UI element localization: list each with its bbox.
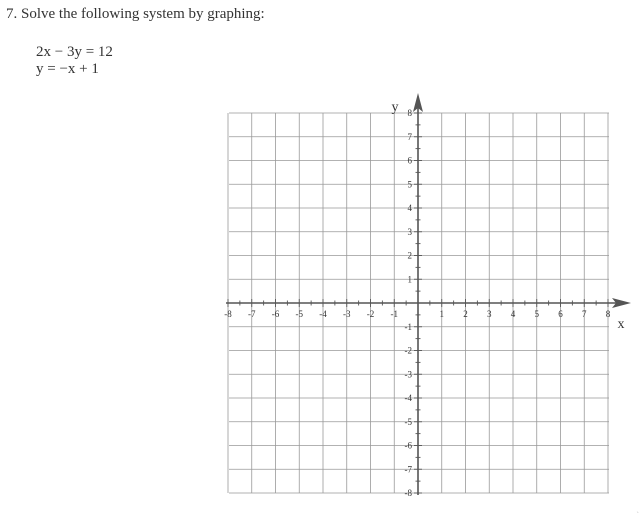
x-tick-label: 7	[582, 309, 587, 319]
y-tick-label: -7	[404, 464, 412, 475]
x-tick-label: 4	[510, 309, 516, 319]
x-tick-label: -2	[366, 309, 375, 319]
y-tick-label: 4	[407, 203, 412, 213]
y-tick-label: -1	[404, 321, 412, 332]
x-tick-label: -1	[390, 309, 398, 319]
y-tick-label: -3	[404, 369, 412, 380]
equation-1: 2x − 3y = 12	[36, 44, 113, 60]
y-tick-label: 6	[407, 155, 412, 166]
x-tick-label: -7	[248, 309, 256, 319]
x-tick-label: -3	[343, 309, 351, 319]
x-tick-label: -5	[295, 309, 303, 319]
y-tick-label: 7	[407, 131, 412, 142]
x-tick-label: 2	[463, 309, 468, 319]
y-tick-label: 3	[407, 226, 412, 237]
x-tick-label: 1	[439, 309, 444, 319]
x-tick-label: -6	[271, 309, 280, 319]
equation-2: y = −x + 1	[36, 61, 99, 77]
y-tick-label: -8	[404, 488, 412, 498]
axes	[226, 93, 631, 495]
x-tick-label: 8	[605, 309, 611, 319]
y-tick-label: -5	[404, 416, 412, 427]
y-tick-label: -6	[404, 440, 412, 451]
y-tick-label: -2	[404, 345, 412, 356]
x-tick-label: 6	[558, 309, 563, 319]
y-tick-label: 5	[407, 179, 412, 190]
y-tick-label: -4	[404, 393, 412, 403]
y-tick-label: 2	[407, 250, 412, 261]
x-tick-label: -4	[319, 309, 327, 319]
x-axis-label: x	[617, 317, 625, 332]
y-axis-label: y	[391, 100, 399, 115]
x-tick-label: 3	[487, 309, 492, 319]
problem-statement: 7. Solve the following system by graphing:	[6, 6, 265, 22]
x-tick-label: 5	[534, 309, 539, 319]
y-tick-label: 1	[407, 274, 412, 285]
corner-mark: ˎ	[636, 504, 639, 513]
y-tick-label: 8	[407, 108, 412, 118]
x-tick-label: -8	[224, 309, 232, 319]
